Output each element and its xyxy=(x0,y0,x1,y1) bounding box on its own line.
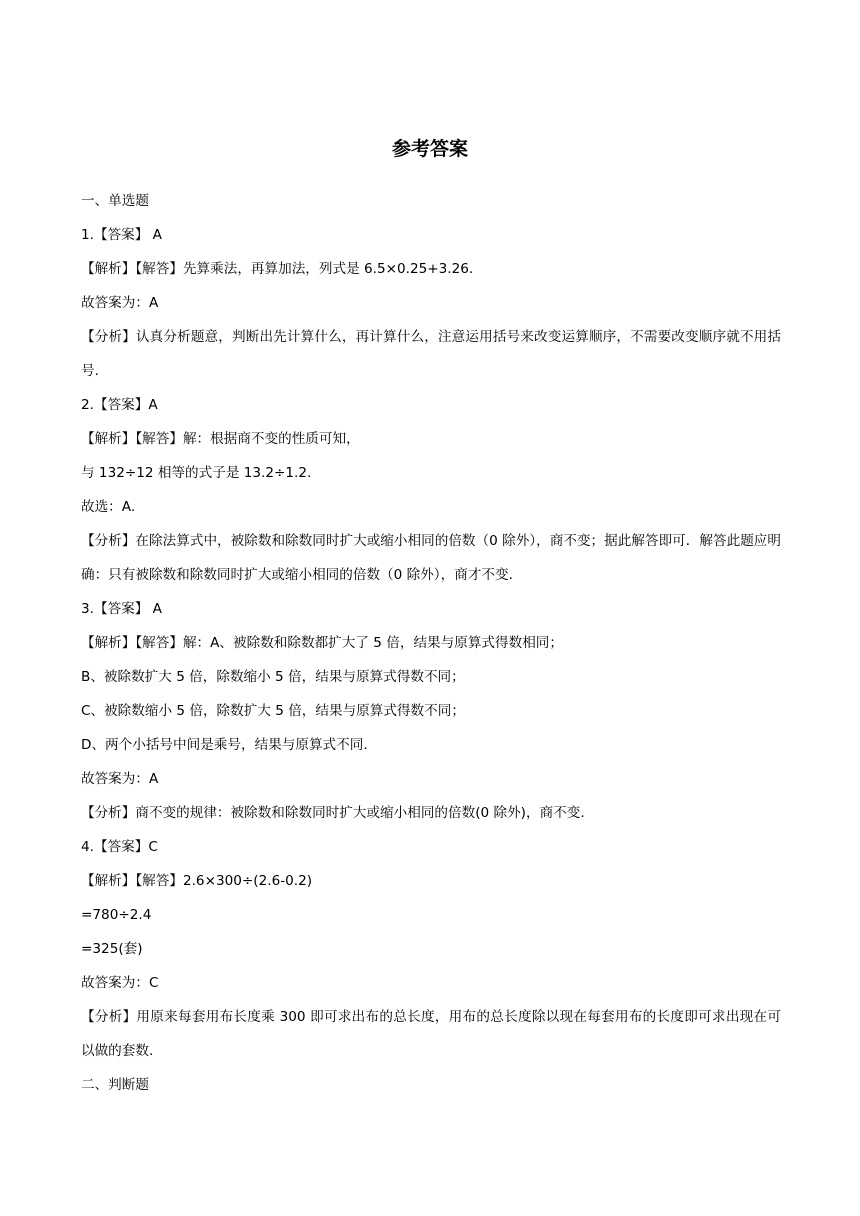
q3-option-c: C、被除数缩小 5 倍，除数扩大 5 倍，结果与原算式得数不同； xyxy=(81,703,465,719)
q4-conclusion: 故答案为：C xyxy=(81,975,159,991)
section-heading-single-choice: 一、单选题 xyxy=(81,193,149,209)
q4-step-2: =325(套) xyxy=(81,941,143,957)
q2-explanation: 【解析】【解答】解：根据商不变的性质可知， xyxy=(81,431,360,447)
section-heading-true-false: 二、判断题 xyxy=(81,1077,149,1093)
q1-explanation: 【解析】【解答】先算乘法，再算加法，列式是 6.5×0.25+3.26. xyxy=(81,261,474,277)
q1-analysis: 【分析】认真分析题意，判断出先计算什么，再计算什么，注意运用括号来改变运算顺序，不需要改变顺序就不用括号. xyxy=(81,329,781,379)
q4-step-1: =780÷2.4 xyxy=(81,907,152,923)
q2-analysis: 【分析】在除法算式中，被除数和除数同时扩大或缩小相同的倍数（0 除外），商不变；据此解答即可．解答此题应明确：只有被除数和除数同时扩大或缩小相同的倍数（0 除外），商才不变. xyxy=(81,533,781,583)
q1-answer: 1.【答案】 A xyxy=(81,227,162,243)
q4-explanation: 【解析】【解答】2.6×300÷(2.6-0.2) xyxy=(81,873,313,889)
q4-analysis: 【分析】用原来每套用布长度乘 300 即可求出布的总长度，用布的总长度除以现在每套用布的长度即可求出现在可以做的套数. xyxy=(81,1009,781,1059)
q2-explanation-cont: 与 132÷12 相等的式子是 13.2÷1.2. xyxy=(81,465,312,481)
page-title: 参考答案 xyxy=(391,138,468,160)
q3-explanation: 【解析】【解答】解：A、被除数和除数都扩大了 5 倍，结果与原算式得数相同； xyxy=(81,635,563,651)
q2-conclusion: 故选：A. xyxy=(81,499,136,515)
q1-conclusion: 故答案为：A xyxy=(81,295,159,311)
q4-answer: 4.【答案】C xyxy=(81,839,158,855)
q3-analysis: 【分析】商不变的规律：被除数和除数同时扩大或缩小相同的倍数(0 除外)，商不变. xyxy=(81,805,585,821)
q2-answer: 2.【答案】A xyxy=(81,397,158,413)
answer-content xyxy=(81,184,781,1102)
q3-conclusion: 故答案为：A xyxy=(81,771,159,787)
q3-answer: 3.【答案】 A xyxy=(81,601,162,617)
q3-option-d: D、两个小括号中间是乘号，结果与原算式不同. xyxy=(81,737,368,753)
q3-option-b: B、被除数扩大 5 倍，除数缩小 5 倍，结果与原算式得数不同； xyxy=(81,669,465,685)
